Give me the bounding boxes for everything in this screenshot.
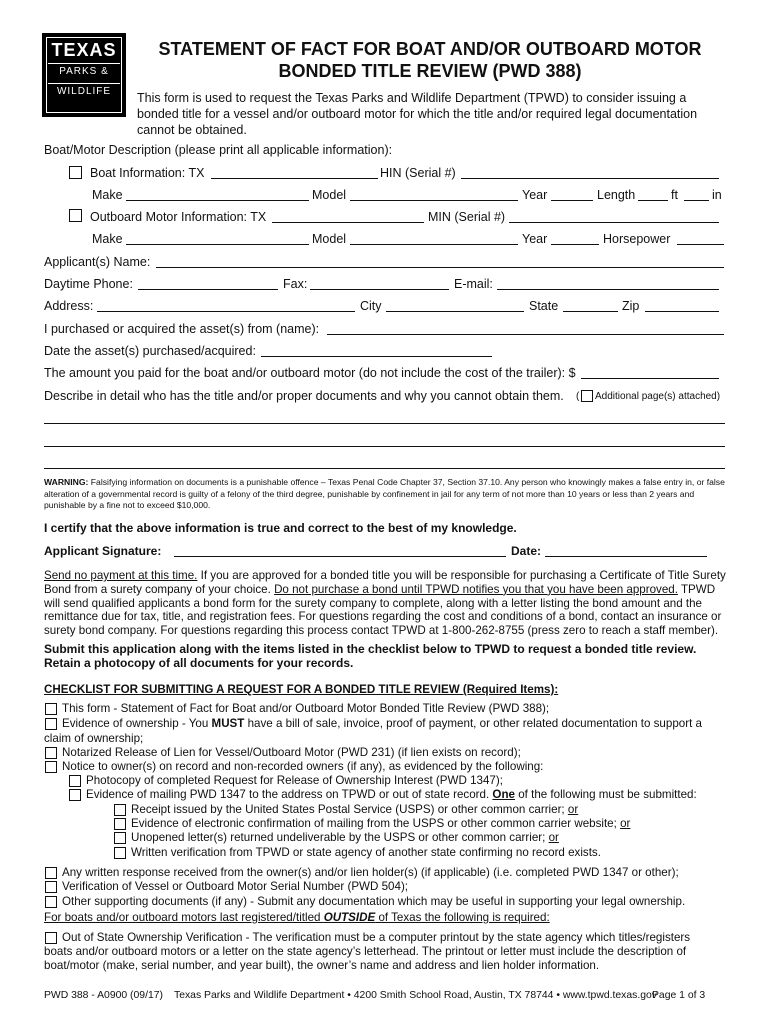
warning-body: Falsifying information on documents is a punishable offence – Texas Penal Code Chapter 37, Section 37.10. Any person who knowingly makes a false entry in, or false alteration of a governmental record is guilty of a felony of the third degree, punishable by confinement in jail for any term of not more than 10 years or less than 2 years and punishable by a fine not to exceed $10,000. bbox=[44, 477, 725, 511]
horsepower-label: Horsepower bbox=[603, 232, 671, 246]
outside-texas-heading: For boats and/or outboard motors last registered/titled OUTSIDE of Texas the following is required: bbox=[44, 911, 550, 924]
form-title-line2: BONDED TITLE REVIEW (PWD 388) bbox=[278, 61, 582, 81]
checklist-checkbox-written[interactable] bbox=[114, 847, 126, 859]
min-label: MIN (Serial #) bbox=[428, 210, 506, 224]
email-field[interactable] bbox=[497, 277, 719, 290]
ft-label: ft bbox=[671, 188, 678, 202]
motor-make-label: Make bbox=[92, 232, 123, 246]
outboard-info-checkbox[interactable] bbox=[69, 209, 82, 222]
logo-text-wildlife: WILDLIFE bbox=[56, 86, 112, 97]
describe-label: Describe in detail who has the title and/or proper documents and why you cannot obtain them. bbox=[44, 389, 564, 403]
boat-model-label: Model bbox=[312, 188, 347, 202]
checklist-item-verification: Verification of Vessel or Outboard Motor Serial Number (PWD 504); bbox=[62, 880, 409, 893]
boat-make-label: Make bbox=[92, 188, 123, 202]
logo-text-parks: PARKS & bbox=[59, 66, 109, 77]
boat-model-field[interactable] bbox=[350, 188, 518, 201]
checklist-checkbox-out-of-state[interactable] bbox=[45, 932, 57, 944]
checklist-item-out-of-state-cont2: boat/motor (make, serial number, and year built), the owner’s name and address and lien holder information. bbox=[44, 959, 600, 972]
form-title-line1: STATEMENT OF FACT FOR BOAT AND/OR OUTBOARD MOTOR bbox=[158, 39, 702, 59]
motor-year-field[interactable] bbox=[551, 232, 599, 245]
checklist-checkbox-response[interactable] bbox=[45, 867, 57, 879]
motor-model-field[interactable] bbox=[350, 232, 518, 245]
outboard-info-label: Outboard Motor Information: TX bbox=[90, 210, 267, 224]
state-label: State bbox=[529, 299, 559, 313]
describe-line-2[interactable] bbox=[44, 434, 725, 447]
checklist-item-other: Other supporting documents (if any) - Submit any documentation which may be useful in supporting your legal ownership. bbox=[62, 895, 686, 908]
payment-text-1: If you are approved for a bonded title you will be responsible for purchasing a Certificate of Title Surety Bond from a surety company of your choice. bbox=[44, 569, 726, 596]
warning-text bbox=[44, 477, 728, 512]
checklist-item-ownership-cont: claim of ownership; bbox=[44, 732, 144, 745]
checklist-item-photocopy: Photocopy of completed Request for Release of Ownership Interest (PWD 1347); bbox=[86, 774, 503, 787]
motor-model-label: Model bbox=[312, 232, 347, 246]
motor-year-label: Year bbox=[522, 232, 548, 246]
checklist-checkbox-unopened[interactable] bbox=[114, 832, 126, 844]
boat-tx-number-field[interactable] bbox=[211, 166, 378, 179]
hin-label: HIN (Serial #) bbox=[380, 166, 456, 180]
footer-form-id: PWD 388 - A0900 (09/17) bbox=[44, 990, 163, 1001]
checklist-item-out-of-state: Out of State Ownership Verification - The verification must be a computer printout by the state agency which titles/registers bbox=[62, 931, 691, 944]
additional-pages-paren: ( bbox=[576, 391, 580, 402]
checklist-checkbox-electronic[interactable] bbox=[114, 818, 126, 830]
footer-address: Texas Parks and Wildlife Department • 4200 Smith School Road, Austin, TX 78744 • www.tpwd.texas.gov bbox=[174, 990, 657, 1001]
city-label: City bbox=[360, 299, 382, 313]
checklist-checkbox-usps-receipt[interactable] bbox=[114, 804, 126, 816]
email-label: E-mail: bbox=[454, 277, 493, 291]
horsepower-field[interactable] bbox=[677, 232, 724, 245]
boat-info-label: Boat Information: TX bbox=[90, 166, 205, 180]
payment-lead: Send no payment at this time. bbox=[44, 569, 198, 582]
hin-field[interactable] bbox=[461, 166, 719, 179]
in-label: in bbox=[712, 188, 722, 202]
checklist-checkbox-lien[interactable] bbox=[45, 747, 57, 759]
signature-field[interactable] bbox=[174, 544, 506, 557]
checklist-checkbox-other[interactable] bbox=[45, 896, 57, 908]
boat-year-label: Year bbox=[522, 188, 548, 202]
daytime-phone-label: Daytime Phone: bbox=[44, 277, 133, 291]
outboard-tx-number-field[interactable] bbox=[272, 210, 424, 223]
amount-paid-field[interactable] bbox=[581, 366, 719, 379]
description-label: Boat/Motor Description (please print all applicable information): bbox=[44, 143, 393, 157]
checklist-checkbox-form[interactable] bbox=[45, 703, 57, 715]
purchased-from-field[interactable] bbox=[327, 322, 724, 335]
boat-year-field[interactable] bbox=[551, 188, 593, 201]
checklist-checkbox-ownership[interactable] bbox=[45, 718, 57, 730]
footer-page-number: Page 1 of 3 bbox=[652, 990, 706, 1001]
checklist-item-lien: Notarized Release of Lien for Vessel/Outboard Motor (PWD 231) (if lien exists on record); bbox=[62, 746, 521, 759]
checklist-item-form: This form - Statement of Fact for Boat and/or Outboard Motor Bonded Title Review (PWD 388); bbox=[62, 702, 550, 715]
applicant-name-label: Applicant(s) Name: bbox=[44, 255, 151, 269]
checklist-checkbox-verification[interactable] bbox=[45, 881, 57, 893]
zip-field[interactable] bbox=[645, 299, 719, 312]
payment-paragraph bbox=[44, 569, 728, 638]
additional-pages-checkbox[interactable] bbox=[581, 390, 593, 402]
boat-length-ft-field[interactable] bbox=[638, 188, 668, 201]
checklist-item-out-of-state-cont1: boats and/or outboard motors or a letter on the state agency’s letterhead. The printout or letter must include the description of bbox=[44, 945, 687, 958]
signature-date-field[interactable] bbox=[545, 544, 707, 557]
checklist-checkbox-photocopy[interactable] bbox=[69, 775, 81, 787]
date-purchased-field[interactable] bbox=[261, 344, 492, 357]
checklist-item-mailing: Evidence of mailing PWD 1347 to the address on TPWD or out of state record. One of the following must be submitted: bbox=[86, 788, 697, 801]
date-purchased-label: Date the asset(s) purchased/acquired: bbox=[44, 344, 256, 358]
motor-make-field[interactable] bbox=[126, 232, 309, 245]
min-field[interactable] bbox=[509, 210, 719, 223]
address-field[interactable] bbox=[97, 299, 355, 312]
additional-pages-label: Additional page(s) attached) bbox=[595, 391, 721, 402]
boat-info-checkbox[interactable] bbox=[69, 166, 82, 179]
city-field[interactable] bbox=[386, 299, 524, 312]
fax-label: Fax: bbox=[283, 277, 308, 291]
daytime-phone-field[interactable] bbox=[138, 277, 278, 290]
date-label: Date: bbox=[511, 544, 542, 558]
fax-field[interactable] bbox=[310, 277, 449, 290]
address-label: Address: bbox=[44, 299, 94, 313]
form-title bbox=[130, 38, 730, 82]
checklist-item-ownership: Evidence of ownership - You MUST have a bill of sale, invoice, proof of payment, or other related documentation to support a bbox=[62, 717, 702, 730]
payment-warning: Do not purchase a bond until TPWD notifies you that you have been approved. bbox=[274, 582, 678, 596]
state-field[interactable] bbox=[563, 299, 618, 312]
checklist-sub-unopened: Unopened letter(s) returned undeliverable by the USPS or other common carrier; or bbox=[131, 831, 559, 844]
tpwd-logo bbox=[42, 33, 126, 117]
amount-paid-label: The amount you paid for the boat and/or outboard motor (do not include the cost of the trailer): $ bbox=[44, 366, 576, 380]
signature-label: Applicant Signature: bbox=[44, 544, 162, 558]
boat-length-label: Length bbox=[597, 188, 636, 202]
checklist-item-notice: Notice to owner(s) on record and non-recorded owners (if any), as evidenced by the following: bbox=[62, 760, 544, 773]
checklist-checkbox-notice[interactable] bbox=[45, 761, 57, 773]
warning-label: WARNING: bbox=[44, 477, 89, 487]
certify-statement: I certify that the above information is true and correct to the best of my knowledge. bbox=[44, 521, 517, 535]
checklist-item-response: Any written response received from the owner(s) and/or lien holder(s) (if applicable) (i.e. completed PWD 1347 or other); bbox=[62, 866, 679, 879]
submit-instructions: Submit this application along with the items listed in the checklist below to TPWD to request a bonded title review. Retain a photocopy of all documents for your records. bbox=[44, 642, 697, 670]
boat-make-field[interactable] bbox=[126, 188, 309, 201]
zip-label: Zip bbox=[622, 299, 640, 313]
checklist-checkbox-mailing[interactable] bbox=[69, 789, 81, 801]
payment-text-2: TPWD will send qualified applicants a bond form for the surety company to complete, along with a letter listing the bond amount and the remittance due for tax, title, and registration fees. For questions regarding the cost and conditions of a bond, contact an insurance or surety bond company. For questions regarding this process contact TPWD at 1-800-262-8755 (press zero to reach a staff member). bbox=[44, 582, 722, 638]
boat-length-in-field[interactable] bbox=[684, 188, 709, 201]
checklist-heading: CHECKLIST FOR SUBMITTING A REQUEST FOR A BONDED TITLE REVIEW (Required Items): bbox=[44, 683, 559, 696]
checklist-sub-electronic: Evidence of electronic confirmation of mailing from the USPS or other common carrier website; or bbox=[131, 817, 631, 830]
applicant-name-field[interactable] bbox=[156, 255, 724, 268]
describe-line-1[interactable] bbox=[44, 411, 725, 424]
checklist-sub-written: Written verification from TPWD or state agency of another state confirming no record exists. bbox=[131, 846, 601, 859]
intro-text: This form is used to request the Texas Parks and Wildlife Department (TPWD) to consider issuing a bonded title for a vessel and/or outboard motor for which the title and/or required legal documentation cannot be obtained. bbox=[137, 91, 698, 137]
logo-text-texas: TEXAS bbox=[51, 40, 117, 60]
checklist-sub-usps-receipt: Receipt issued by the United States Postal Service (USPS) or other common carrier; or bbox=[131, 803, 579, 816]
describe-line-3[interactable] bbox=[44, 456, 725, 469]
purchased-from-label: I purchased or acquired the asset(s) from (name): bbox=[44, 322, 320, 336]
